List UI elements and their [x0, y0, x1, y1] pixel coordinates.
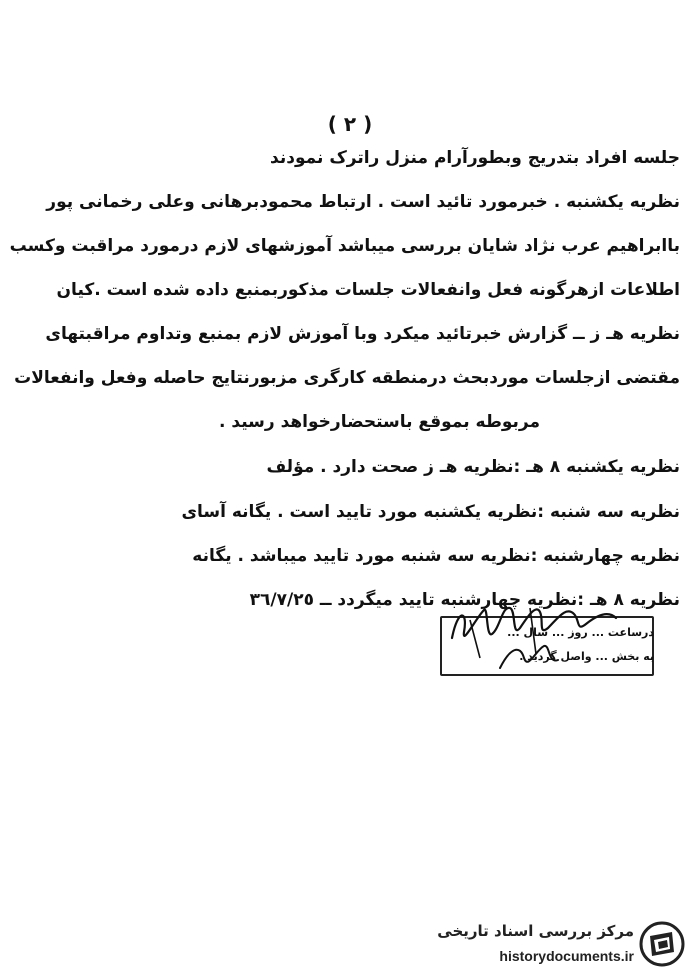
page-number: ( ٢ ): [327, 112, 373, 136]
archive-logo-icon: [638, 920, 686, 968]
watermark-url: historydocuments.ir: [499, 948, 634, 964]
receipt-stamp: [440, 598, 660, 678]
watermark-title: مرکز بررسی اسناد تاریخی: [437, 922, 634, 940]
text-line: جلسه افراد بتدریج وبطورآرام منزل راترک نمودند: [270, 148, 680, 168]
stamp-row-time: درساعت ... روز ... سال ...: [507, 626, 654, 639]
opinion-line: نظریه سه شنبه :نظریه یکشنبه مورد تایید است . یگانه آسای: [181, 502, 680, 522]
text-line: مقتضی ازجلسات موردبحث درمنطقه کارگری مزبورنتایج حاصله وفعل وانفعالات: [14, 368, 680, 388]
opinion-line: نظریه یکشنبه ٨ هـ :نظریه هـ ز صحت دارد . مؤلف: [266, 457, 680, 477]
signature-scribble: [440, 598, 660, 678]
text-line: نظریه هـ ز ــ گزارش خبرتائید میکرد وبا آموزش لازم بمنبع وتداوم مراقبتهای: [45, 324, 680, 344]
text-line: مربوطه بموقع باستحضارخواهد رسید .: [219, 412, 540, 432]
text-line: نظریه یکشنبه . خبرمورد تائید است . ارتباط محمودبرهانی وعلی رخمانی پور: [46, 192, 680, 212]
opinion-line: نظریه ٨ هـ :نظریه چهارشنبه تایید میگردد ــ ٣٦/٧/٢٥: [249, 590, 680, 610]
stamp-row-department: به بخش ... واصل گردید .: [519, 650, 654, 663]
text-line: باابراهیم عرب نژاد شایان بررسی میباشد آموزشهای لازم درمورد مراقبت وکسب: [10, 236, 680, 256]
text-line: اطلاعات ازهرگونه فعل وانفعالات جلسات مذکوربمنبع داده شده است .کیان: [56, 280, 680, 300]
archive-watermark: [410, 916, 692, 974]
opinion-line: نظریه چهارشنبه :نظریه سه شنبه مورد تایید میباشد . یگانه: [192, 546, 680, 566]
